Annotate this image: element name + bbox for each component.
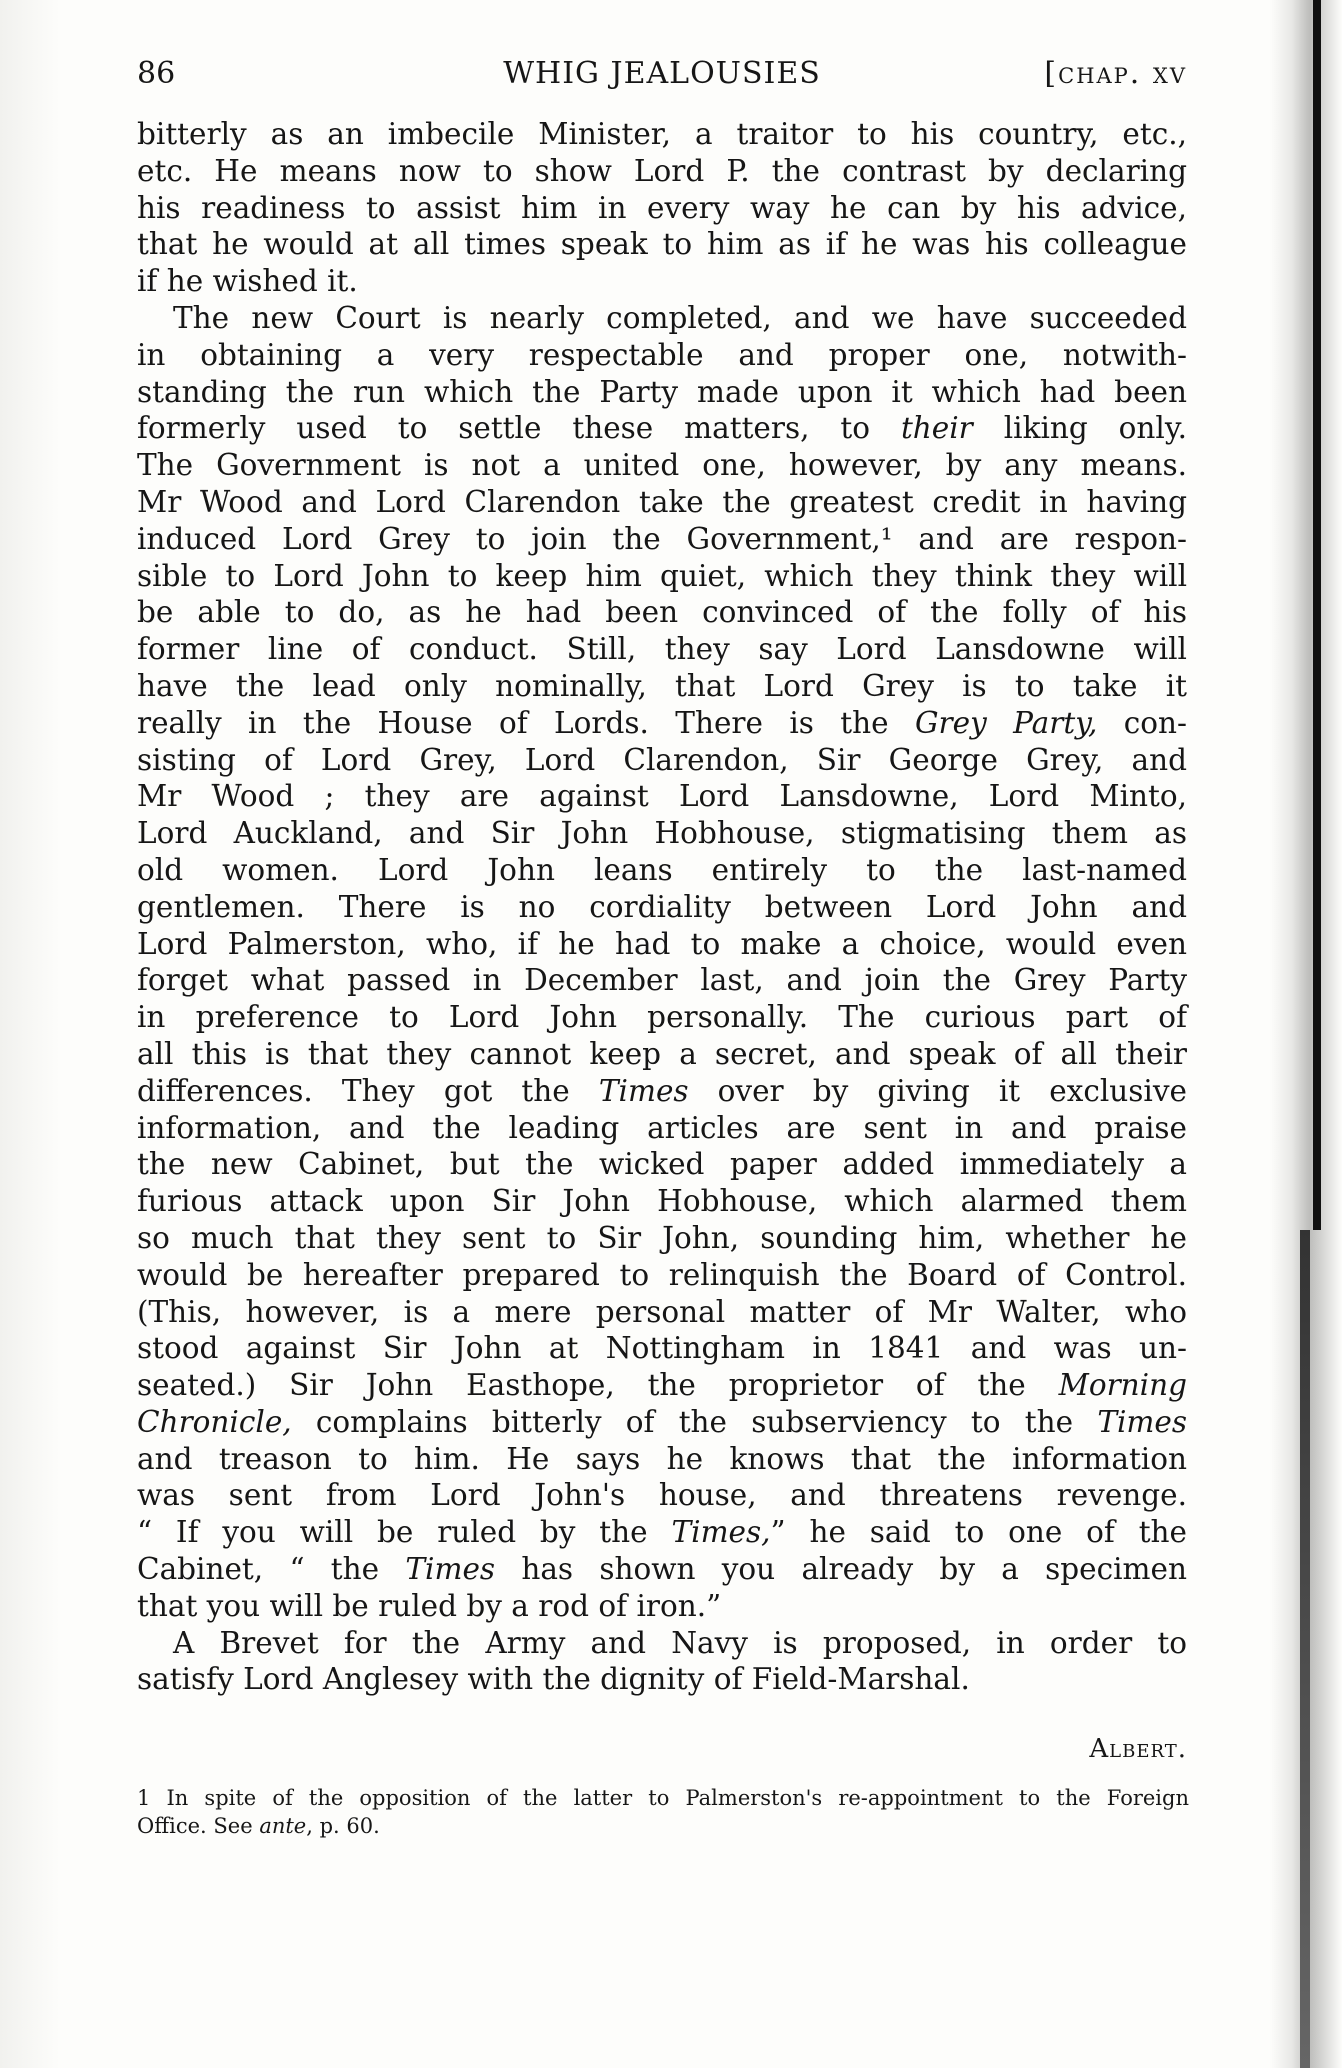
text-run: former line of conduct. Still, they say Lord Lansdowne will: [137, 632, 1187, 667]
text-run: Cabinet, “ the: [137, 1552, 406, 1587]
text-run: ” he said to one of the: [770, 1515, 1188, 1550]
text-line: [137, 1514, 1187, 1551]
text-run: old women. Lord John leans entirely to the last-named: [137, 852, 1187, 887]
text-line: [137, 1146, 1187, 1183]
text-line: [137, 263, 1187, 300]
text-line: [137, 190, 1187, 227]
text-run: complains bitterly of the subserviency to the: [291, 1404, 1098, 1439]
text-line: [137, 1367, 1187, 1404]
footnote-text: Office. See: [137, 1814, 260, 1838]
text-run: (This, however, is a mere personal matter of Mr Walter, who: [137, 1294, 1187, 1329]
footnote-text: , p. 60.: [306, 1814, 380, 1838]
text-line: [137, 889, 1187, 926]
text-line: [137, 594, 1187, 631]
running-title: WHIG JEALOUSIES: [503, 56, 821, 91]
text-line: [137, 1220, 1187, 1257]
text-run: in obtaining a very respectable and proper one, notwith-: [137, 337, 1187, 372]
text-run: Mr Wood and Lord Clarendon take the greatest credit in having: [137, 484, 1187, 519]
text-run: all this is that they cannot keep a secret, and speak of all their: [137, 1036, 1187, 1071]
text-line: [137, 1330, 1187, 1367]
binding-edge-lower: [1300, 1230, 1310, 2068]
text-run: his readiness to assist him in every way he can by his advice,: [137, 190, 1187, 225]
text-run: in preference to Lord John personally. The curious part of: [137, 1000, 1187, 1035]
text-run: A Brevet for the Army and Navy is proposed, in order to: [173, 1625, 1187, 1660]
footnote-italic: ante: [259, 1814, 307, 1838]
text-line: [137, 1257, 1187, 1294]
text-run: would be hereafter prepared to relinquish the Board of Control.: [137, 1257, 1187, 1292]
text-line: [137, 337, 1187, 374]
text-run: over by giving it exclusive: [688, 1073, 1187, 1108]
italic-text: Chronicle,: [137, 1404, 292, 1439]
body-text: [137, 116, 1187, 1698]
text-run: sible to Lord John to keep him quiet, which they think they will: [137, 558, 1187, 593]
text-line: [137, 1036, 1187, 1073]
text-run: differences. They got the: [137, 1073, 599, 1108]
text-run: have the lead only nominally, that Lord Grey is to take it: [137, 668, 1187, 703]
text-line: [137, 1588, 1187, 1625]
text-run: liking only.: [972, 411, 1187, 446]
text-line: [137, 742, 1187, 779]
italic-text: their: [900, 411, 973, 446]
text-line: [137, 1073, 1187, 1110]
text-run: was sent from Lord John's house, and threatens revenge.: [137, 1478, 1187, 1513]
italic-text: Times: [1097, 1404, 1187, 1439]
running-header: [137, 56, 1187, 96]
text-run: has shown you already by a specimen: [495, 1552, 1187, 1587]
text-run: furious attack upon Sir John Hobhouse, which alarmed them: [137, 1184, 1187, 1219]
text-run: Lord Auckland, and Sir John Hobhouse, stigmatising them as: [137, 816, 1187, 851]
text-line: [137, 1404, 1187, 1441]
italic-text: Morning: [1058, 1368, 1187, 1403]
text-line: [137, 815, 1187, 852]
text-line: [137, 1294, 1187, 1331]
italic-text: Grey Party,: [914, 705, 1098, 740]
text-line: [137, 926, 1187, 963]
text-run: information, and the leading articles are sent in and praise: [137, 1110, 1187, 1145]
text-line: [137, 1183, 1187, 1220]
text-run: forget what passed in December last, and join the Grey Party: [137, 963, 1187, 998]
signature: Albert.: [1089, 1734, 1187, 1764]
text-run: be able to do, as he had been convinced of the folly of his: [137, 595, 1187, 630]
page-number: 86: [137, 56, 176, 91]
italic-text: Times: [598, 1073, 689, 1108]
text-run: satisfy Lord Anglesey with the dignity of Field-Marshal.: [137, 1662, 970, 1697]
text-run: con-: [1097, 705, 1187, 740]
text-line: [137, 521, 1187, 558]
text-line: [137, 1110, 1187, 1147]
text-line: [137, 484, 1187, 521]
binding-edge: [1313, 0, 1321, 1230]
text-line: [137, 558, 1187, 595]
page-edge-shadow: [0, 0, 60, 2068]
footnote-line: 1 In spite of the opposition of the latter to Palmerston's re-appointment to the Foreign: [137, 1786, 1189, 1810]
text-line: [137, 226, 1187, 263]
italic-text: Times,: [671, 1515, 771, 1550]
text-run: sisting of Lord Grey, Lord Clarendon, Sir George Grey, and: [137, 742, 1187, 777]
text-line: [137, 374, 1187, 411]
text-run: gentlemen. There is no cordiality between Lord John and: [137, 889, 1187, 924]
text-line: [137, 447, 1187, 484]
text-line: [137, 153, 1187, 190]
text-line: [137, 300, 1187, 337]
text-line: [137, 668, 1187, 705]
text-run: that you will be ruled by a rod of iron.”: [137, 1588, 722, 1623]
text-run: if he wished it.: [137, 264, 358, 299]
text-run: etc. He means now to show Lord P. the contrast by declaring: [137, 153, 1187, 188]
text-run: Lord Palmerston, who, if he had to make a choice, would even: [137, 926, 1187, 961]
text-line: [137, 410, 1187, 447]
text-run: and treason to him. He says he knows that the information: [137, 1441, 1187, 1476]
footnote-line: [137, 1812, 1189, 1840]
text-run: seated.) Sir John Easthope, the proprietor of the: [137, 1368, 1059, 1403]
text-line: [137, 1625, 1187, 1662]
text-line: [137, 1661, 1187, 1698]
text-run: that he would at all times speak to him as if he was his colleague: [137, 227, 1187, 262]
text-run: so much that they sent to Sir John, sounding him, whether he: [137, 1220, 1187, 1255]
text-line: [137, 778, 1187, 815]
text-line: [137, 962, 1187, 999]
text-run: formerly used to settle these matters, to: [137, 411, 901, 446]
text-run: really in the House of Lords. There is the: [137, 705, 915, 740]
text-line: [137, 631, 1187, 668]
text-line: [137, 1551, 1187, 1588]
text-run: stood against Sir John at Nottingham in 1841 and was un-: [137, 1331, 1187, 1366]
text-line: [137, 1441, 1187, 1478]
text-run: Mr Wood ; they are against Lord Lansdowne, Lord Minto,: [137, 779, 1187, 814]
text-run: “ If you will be ruled by the: [137, 1515, 672, 1550]
text-line: [137, 1477, 1187, 1514]
text-run: standing the run which the Party made upon it which had been: [137, 374, 1187, 409]
text-line: [137, 705, 1187, 742]
text-run: The Government is not a united one, however, by any means.: [137, 448, 1187, 483]
text-line: [137, 852, 1187, 889]
text-run: induced Lord Grey to join the Government,¹ and are respon-: [137, 521, 1187, 556]
text-run: The new Court is nearly completed, and we have succeeded: [173, 300, 1187, 335]
footnote: [137, 1784, 1189, 1840]
text-line: [137, 116, 1187, 153]
chapter-label: [chap. xv: [1044, 56, 1187, 91]
text-run: the new Cabinet, but the wicked paper added immediately a: [137, 1147, 1187, 1182]
text-run: bitterly as an imbecile Minister, a traitor to his country, etc.,: [137, 117, 1187, 151]
italic-text: Times: [405, 1552, 496, 1587]
text-line: [137, 999, 1187, 1036]
